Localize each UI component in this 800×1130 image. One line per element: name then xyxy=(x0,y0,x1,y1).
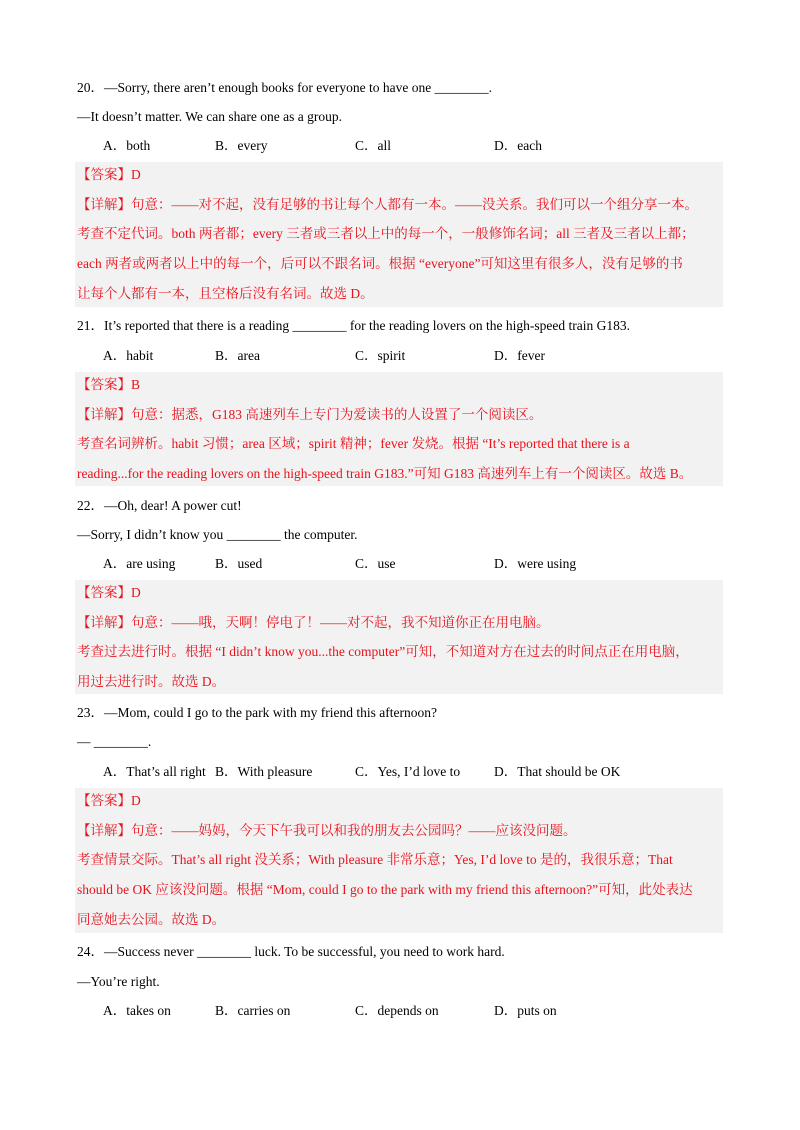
option-a: A．habit xyxy=(103,348,154,363)
explanation-line-2: 考查情景交际。That’s all right 没关系；With pleasure 非常乐意；Yes, I’d love to 是的，我很乐意；That xyxy=(77,852,673,867)
explanation-line-2: 考查过去进行时。根据 “I didn’t know you...the computer”可知，不知道对方在过去的时间点正在用电脑， xyxy=(77,644,689,659)
question-20-stem-line-1: 20．—Sorry, there aren’t enough books for everyone to have one ________. xyxy=(77,80,493,95)
option-b: B．used xyxy=(215,556,263,571)
answer-label: 【答案】D xyxy=(77,793,141,808)
question-20-answer-box xyxy=(75,162,723,307)
question-22-stem-line-1: 22．—Oh, dear! A power cut! xyxy=(77,498,242,513)
option-d: D．fever xyxy=(494,348,545,363)
answer-label: 【答案】B xyxy=(77,377,141,392)
option-c: C．use xyxy=(355,556,396,571)
option-c: C．depends on xyxy=(355,1003,439,1018)
explanation-line-2: 考查名词辨析。habit 习惯；area 区域；spirit 精神；fever 发烧。根据 “It’s reported that there is a xyxy=(77,436,630,451)
answer-label: 【答案】D xyxy=(77,167,141,182)
explanation-line-4: 同意她去公园。故选 D。 xyxy=(77,912,226,927)
option-c: C．all xyxy=(355,138,391,153)
explanation-line-1: 【详解】句意：——哦，天啊！停电了！——对不起，我不知道你正在用电脑。 xyxy=(77,615,550,630)
option-a: A．both xyxy=(103,138,151,153)
explanation-line-4: 让每个人都有一本，且空格后没有名词。故选 D。 xyxy=(77,286,374,301)
explanation-line-1: 【详解】句意：据悉，G183 高速列车上专门为爱读书的人设置了一个阅读区。 xyxy=(77,407,543,422)
option-b: B．every xyxy=(215,138,268,153)
option-d: D．That should be OK xyxy=(494,764,621,779)
explanation-line-3: reading...for the reading lovers on the high-speed train G183.”可知 G183 高速列车上有一个阅读区。故选 B。 xyxy=(77,466,693,481)
option-b: B．With pleasure xyxy=(215,764,313,779)
explanation-line-3: each 两者或两者以上中的每一个，后可以不跟名词。根据 “everyone”可知这里有很多人，没有足够的书 xyxy=(77,256,683,271)
explanation-line-2: 考查不定代词。both 两者都；every 三者或三者以上中的每一个，一般修饰名词；all 三者及三者以上都； xyxy=(77,226,695,241)
question-21-stem-line-1: 21．It’s reported that there is a reading ________ for the reading lovers on the high-speed train G183. xyxy=(77,318,630,333)
answer-label: 【答案】D xyxy=(77,585,141,600)
option-a: A．are using xyxy=(103,556,176,571)
option-d: D．each xyxy=(494,138,542,153)
question-21-answer-box xyxy=(75,372,723,486)
option-d: D．were using xyxy=(494,556,577,571)
question-20-stem-line-2: —It doesn’t matter. We can share one as a group. xyxy=(77,109,342,124)
question-23-stem-line-2: — ________. xyxy=(77,734,152,749)
option-b: B．area xyxy=(215,348,260,363)
question-24-stem-line-2: —You’re right. xyxy=(77,974,160,989)
option-d: D．puts on xyxy=(494,1003,557,1018)
option-c: C．Yes, I’d love to xyxy=(355,764,461,779)
question-23-stem-line-1: 23．—Mom, could I go to the park with my friend this afternoon? xyxy=(77,705,437,720)
question-23-answer-box xyxy=(75,788,723,933)
explanation-line-3: 用过去进行时。故选 D。 xyxy=(77,674,226,689)
explanation-line-3: should be OK 应该没问题。根据 “Mom, could I go to the park with my friend this afternoon?”可知，此处表达 xyxy=(77,882,693,897)
explanation-line-1: 【详解】句意：——对不起，没有足够的书让每个人都有一本。——没关系。我们可以一个组分享一本。 xyxy=(77,197,698,212)
question-22-stem-line-2: —Sorry, I didn’t know you ________ the computer. xyxy=(77,527,358,542)
explanation-line-1: 【详解】句意：——妈妈，今天下午我可以和我的朋友去公园吗？——应该没问题。 xyxy=(77,823,577,838)
option-b: B．carries on xyxy=(215,1003,291,1018)
option-c: C．spirit xyxy=(355,348,406,363)
question-24-stem-line-1: 24．—Success never ________ luck. To be successful, you need to work hard. xyxy=(77,944,505,959)
option-a: A．That’s all right xyxy=(103,764,206,779)
option-a: A．takes on xyxy=(103,1003,171,1018)
question-22-answer-box xyxy=(75,580,723,694)
